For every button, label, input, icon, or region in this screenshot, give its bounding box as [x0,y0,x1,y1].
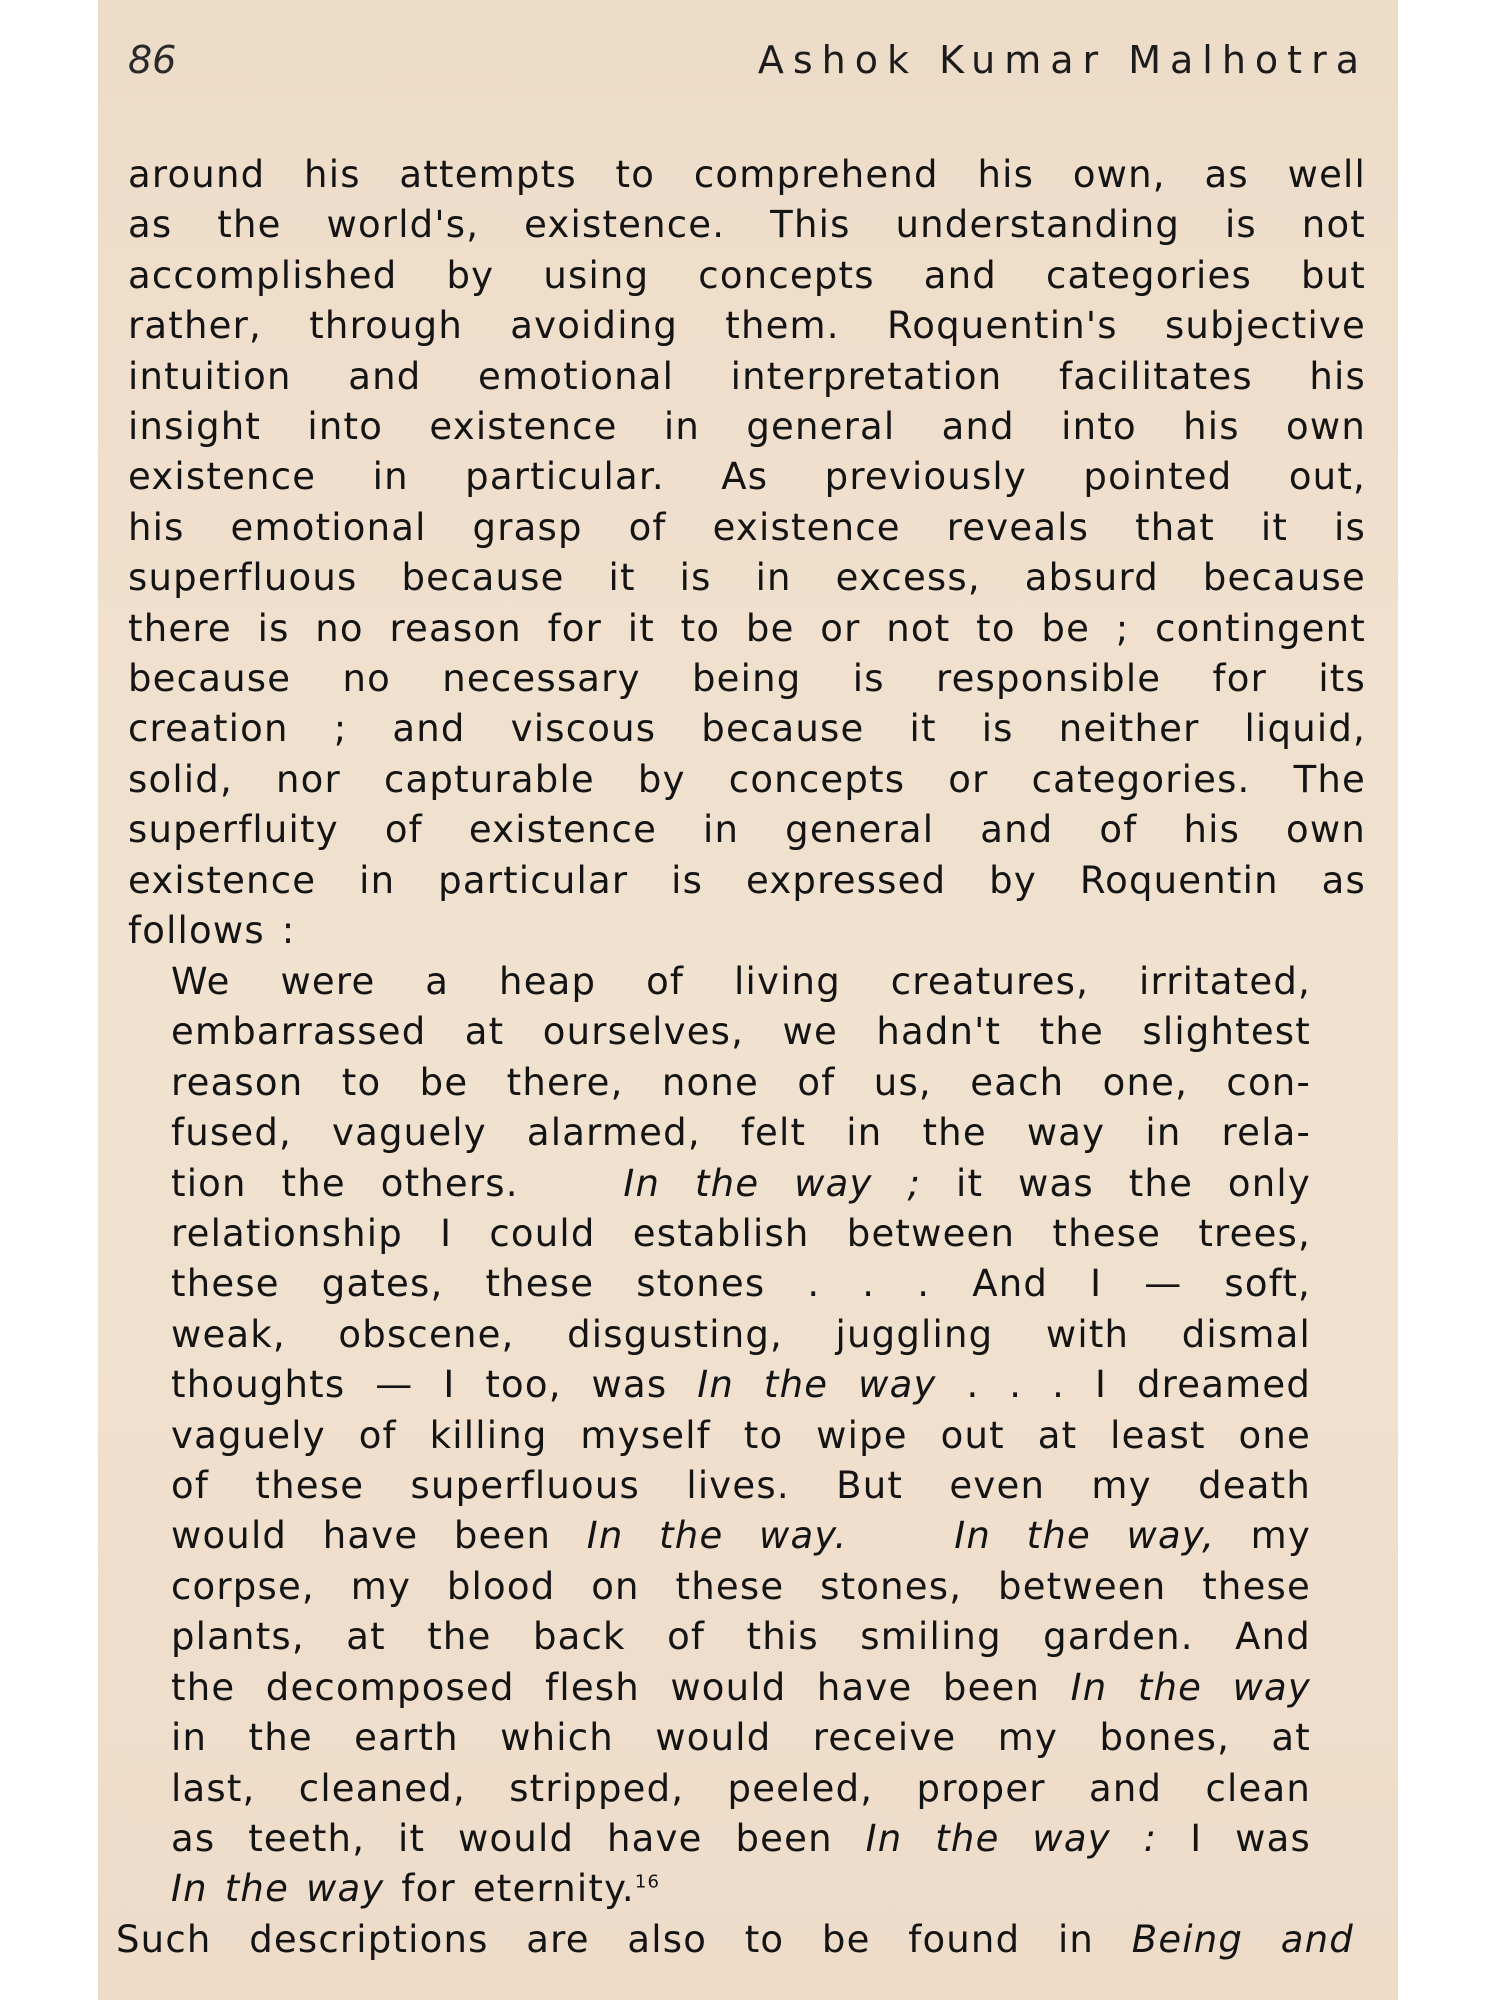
quote-line: plants, at the back of this smiling garden. And [171,1615,1311,1659]
quote-italic: In the way [1070,1665,1311,1709]
quote-line: weak, obscene, disgusting, juggling with dismal [171,1312,1311,1356]
quote-text: thoughts — I too, was [171,1363,668,1407]
text-line: there is no reason for it to be or not to be ; contingent [128,606,1366,650]
quote-line [171,1814,1311,1864]
quote-line: We were a heap of living creatures, irritated, [171,960,1311,1003]
quote-line: reason to be there, none of us, each one, con- [171,1060,1311,1104]
text-line: around his attempts to comprehend his own, as well [128,153,1366,196]
book-title-italic: Being and [1131,1918,1354,1961]
quote-italic: In the way. [586,1514,848,1558]
text-line: existence in particular. As previously pointed out, [128,455,1366,499]
quote-line [171,1159,1311,1209]
book-page [98,0,1398,2000]
page-number: 86 [128,38,177,82]
text-line: superfluity of existence in general and of his own [128,808,1366,852]
quote-text: I was [1190,1816,1311,1860]
closing-line [116,1915,1354,1965]
text-line: superfluous because it is in excess, absurd because [128,556,1366,600]
quote-text: for eternity. [401,1867,635,1911]
quote-italic: In the way [171,1867,385,1911]
text-line: accomplished by using concepts and categories but [128,253,1366,297]
quote-line: of these superfluous lives. But even my death [171,1464,1311,1508]
quote-text: would have been [171,1514,552,1558]
text-line: solid, nor capturable by concepts or categories. The [128,757,1366,801]
block-quote [171,957,1311,1915]
text-line: follows : [128,909,296,953]
text-line: rather, through avoiding them. Roquentin's subjective [128,304,1366,348]
quote-text: tion the others. [171,1161,519,1205]
text-line [116,1915,1354,1965]
quote-text: as teeth, it would have been [171,1816,833,1860]
quote-line: these gates, these stones . . . And I — soft, [171,1262,1311,1306]
quote-italic: In the way [697,1363,937,1407]
quote-line [171,1663,1311,1713]
footnote-marker: 16 [634,1871,661,1893]
quote-text: . . . I dreamed [966,1363,1311,1407]
quote-italic: In the way ; [623,1161,922,1205]
quote-line [171,1360,1311,1410]
text-line: existence in particular is expressed by Roquentin as [128,858,1366,902]
text-line: as the world's, existence. This understanding is not [128,203,1366,247]
quote-text: the decomposed flesh would have been [171,1665,1041,1709]
text-line: creation ; and viscous because it is neither liquid, [128,707,1366,751]
quote-line: relationship I could establish between these trees, [171,1212,1311,1256]
quote-line: embarrassed at ourselves, we hadn't the slightest [171,1010,1311,1054]
text-line: because no necessary being is responsible for its [128,657,1366,701]
quote-line: vaguely of killing myself to wipe out at least one [171,1413,1311,1457]
text-line: his emotional grasp of existence reveals that it is [128,505,1366,549]
quote-line: in the earth which would receive my bones, at [171,1716,1311,1760]
closing-text: Such descriptions are also to be found in [116,1918,1095,1961]
text-line: insight into existence in general and into his own [128,405,1366,449]
quote-italic: In the way, [954,1514,1216,1558]
text-line: intuition and emotional interpretation facilitates his [128,354,1366,398]
quote-text: it was the only [956,1161,1311,1205]
quote-line: corpse, my blood on these stones, between these [171,1564,1311,1608]
quote-italic: In the way : [865,1816,1158,1860]
quote-line [171,1864,1311,1914]
running-head: Ashok Kumar Malhotra [757,38,1368,82]
quote-line [171,1511,1311,1561]
body-paragraph [128,150,1366,957]
quote-text: my [1250,1514,1311,1558]
quote-line: last, cleaned, stripped, peeled, proper and clean [171,1766,1311,1810]
page-header [128,38,1368,98]
quote-line: fused, vaguely alarmed, felt in the way in rela- [171,1111,1311,1155]
